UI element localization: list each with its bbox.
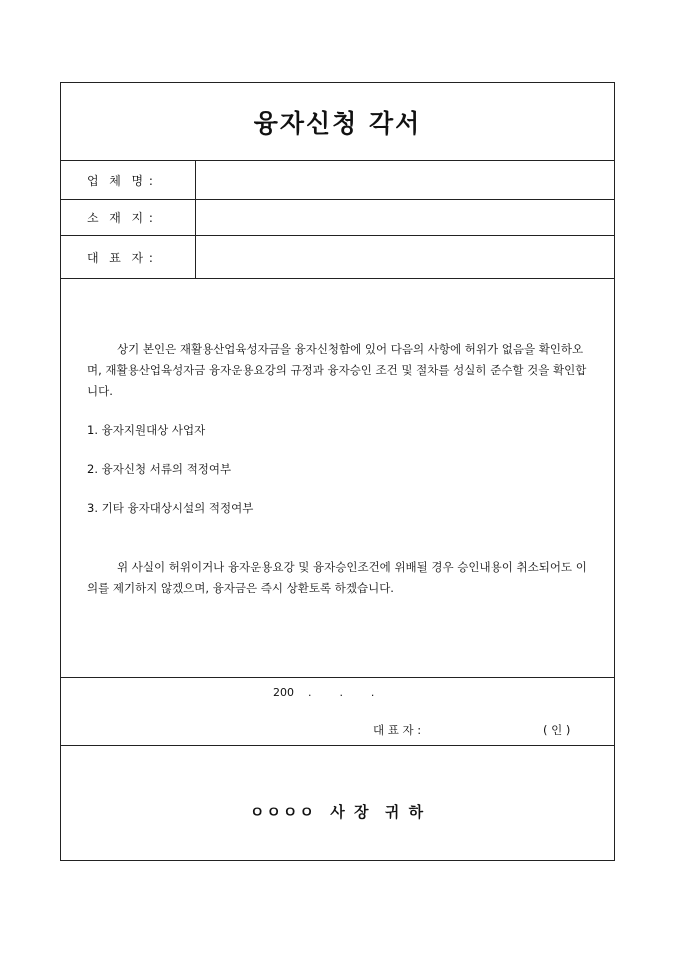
company-name-label: 업 체 명 :: [61, 161, 196, 199]
representative-field[interactable]: [196, 236, 614, 278]
addressee: ㅇㅇㅇㅇ 사 장 귀 하: [249, 803, 426, 821]
pledge-item-1: 1. 융자지원대상 사업자: [87, 423, 206, 437]
date-line: 200 . . .: [273, 686, 375, 699]
title-row: [61, 83, 614, 161]
seal-mark: ( 인 ): [543, 723, 571, 737]
pledge-paragraph-1: 상기 본인은 재활용산업육성자금을 융자신청함에 있어 다음의 사항에 허위가 없음을 확인하오며, 재활용산업육성자금 융자운용요강의 규정과 융자승인 조건 및 절차를 성실히 준수할 것을 확인합니다.: [87, 342, 587, 398]
company-name-row: [61, 161, 614, 200]
pledge-form: [60, 82, 615, 861]
address-row: [61, 200, 614, 236]
pledge-item-2: 2. 융자신청 서류의 적정여부: [87, 462, 232, 476]
document-title: 융자신청 각서: [253, 108, 422, 138]
pledge-body: [61, 279, 614, 678]
representative-row: [61, 236, 614, 279]
address-label: 소 재 지 :: [61, 200, 196, 235]
address-field[interactable]: [196, 200, 614, 235]
company-name-field[interactable]: [196, 161, 614, 199]
pledge-paragraph-2: 위 사실이 허위이거나 융자운용요강 및 융자승인조건에 위배될 경우 승인내용이 취소되어도 이의를 제기하지 않겠으며, 융자금은 즉시 상환토록 하겠습니다.: [87, 560, 587, 595]
representative-label: 대 표 자 :: [61, 236, 196, 278]
signature-representative-label: 대 표 자 :: [373, 723, 422, 737]
pledge-item-3: 3. 기타 융자대상시설의 적정여부: [87, 501, 254, 515]
signature-section: [61, 678, 614, 746]
